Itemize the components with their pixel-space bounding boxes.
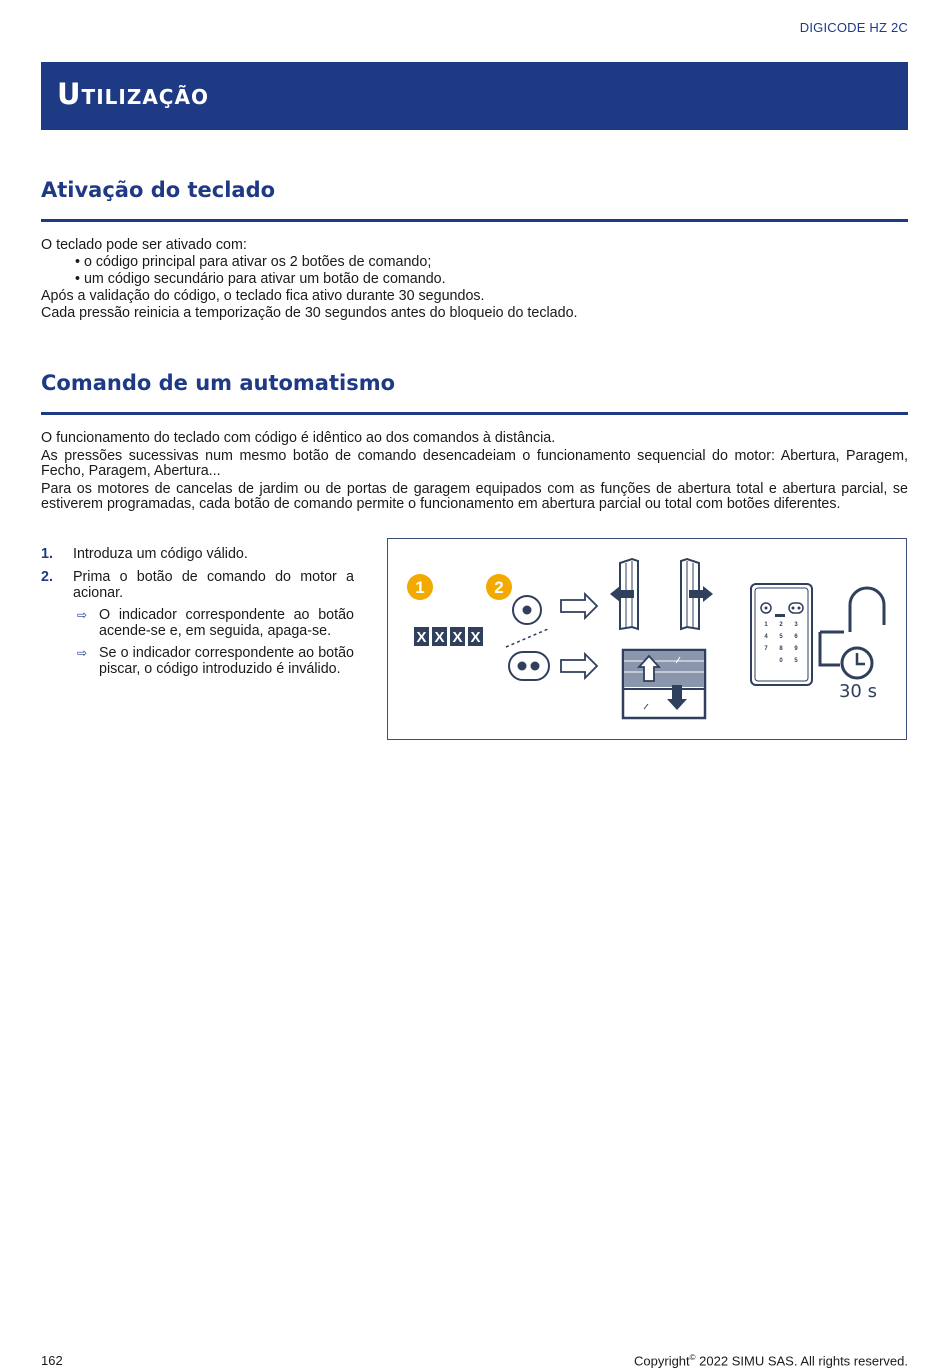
sub-step-text: Se o indicador correspondente ao botão piscar, o código introduzido é inválido. (99, 645, 354, 677)
activation-bullet-2: • um código secundário para ativar um botão de comando. (75, 271, 446, 287)
page-number: 162 (41, 1353, 63, 1368)
sub-step-item (77, 645, 354, 677)
arrow-right-icon: ⇨ (77, 608, 88, 622)
section-rule (41, 219, 908, 222)
activation-line-2: Cada pressão reinicia a temporização de 30 segundos antes do bloqueio do teclado. (41, 305, 578, 321)
section-heading-activation (41, 178, 908, 202)
svg-text:5: 5 (794, 658, 798, 664)
svg-text:5: 5 (779, 634, 783, 640)
step-text: Introduza um código válido. (73, 546, 248, 562)
svg-text:1: 1 (764, 622, 768, 628)
arrow-right-icon (561, 594, 597, 618)
document-code: DIGICODE HZ 2C (799, 20, 908, 35)
arrow-right-icon: ⇨ (77, 646, 88, 660)
svg-text:6: 6 (794, 634, 798, 640)
section-title-command: Comando de um automatismo (41, 371, 396, 395)
svg-text:7: 7 (764, 646, 768, 652)
arrow-right-icon (561, 654, 597, 678)
single-button-icon (513, 596, 541, 624)
svg-text:8: 8 (779, 646, 783, 652)
steps-list (41, 546, 354, 677)
step-number: 1. (41, 546, 53, 562)
activation-bullet-1: • o código principal para ativar os 2 botões de comando; (75, 254, 432, 270)
svg-text:3: 3 (794, 622, 798, 628)
illustration (388, 539, 905, 738)
activation-text (41, 237, 908, 322)
dashed-separator (506, 629, 548, 647)
command-text (41, 430, 908, 512)
command-paragraph-2: As pressões sucessivas num mesmo botão de comando desencadeiam o funcionamento sequencial do motor: Abertura, Paragem, Fecho, Paragem, Abertura... (41, 448, 908, 479)
illustration-frame (387, 538, 907, 740)
step-number: 2. (41, 569, 53, 585)
svg-text:2: 2 (779, 622, 783, 628)
svg-text:0: 0 (779, 658, 783, 664)
step-text: Prima o botão de comando do motor a acionar. (73, 569, 354, 601)
garage-door-icon (623, 650, 705, 718)
double-button-icon (509, 652, 549, 680)
sub-step-item (77, 607, 354, 639)
gate-close-icon (610, 559, 638, 629)
svg-text:X: X (434, 629, 445, 646)
keypad-icon (751, 584, 812, 685)
step-item (41, 546, 354, 562)
gate-open-icon (681, 559, 713, 629)
activation-line-1: Após a validação do código, o teclado fica ativo durante 30 segundos. (41, 288, 485, 304)
section-title-activation: Ativação do teclado (41, 178, 276, 202)
svg-text:X: X (452, 629, 463, 646)
command-paragraph-3: Para os motores de cancelas de jardim ou de portas de garagem equipados com as funções de abertura total e abertura parcial, se estiverem programadas, cada botão de comando permite o funcionamento em abertura parcial ou total com botões diferentes. (41, 481, 908, 512)
section-heading-command (41, 371, 908, 395)
command-paragraph-1: O funcionamento do teclado com código é idêntico ao dos comandos à distância. (41, 430, 556, 446)
copyright-notice: Copyright© 2022 SIMU SAS. All rights reserved. (634, 1353, 908, 1369)
sub-step-text: O indicador correspondente ao botão acende-se e, em seguida, apaga-se. (99, 607, 354, 639)
svg-text:X: X (470, 629, 481, 646)
activation-intro: O teclado pode ser ativado com: (41, 237, 247, 253)
step-item (41, 569, 354, 601)
padlock-timer-icon (820, 588, 884, 702)
code-entry-icon (414, 627, 483, 646)
step-2-badge-icon (486, 574, 512, 600)
svg-text:X: X (416, 629, 427, 646)
svg-text:2: 2 (494, 578, 504, 597)
step-1-badge-icon (407, 574, 433, 600)
chapter-title: Utilização (57, 77, 209, 111)
chapter-banner (41, 62, 908, 130)
section-rule (41, 412, 908, 415)
svg-text:1: 1 (415, 578, 425, 597)
timer-label: 30 s (838, 681, 878, 702)
svg-text:9: 9 (794, 646, 798, 652)
svg-text:4: 4 (764, 634, 768, 640)
